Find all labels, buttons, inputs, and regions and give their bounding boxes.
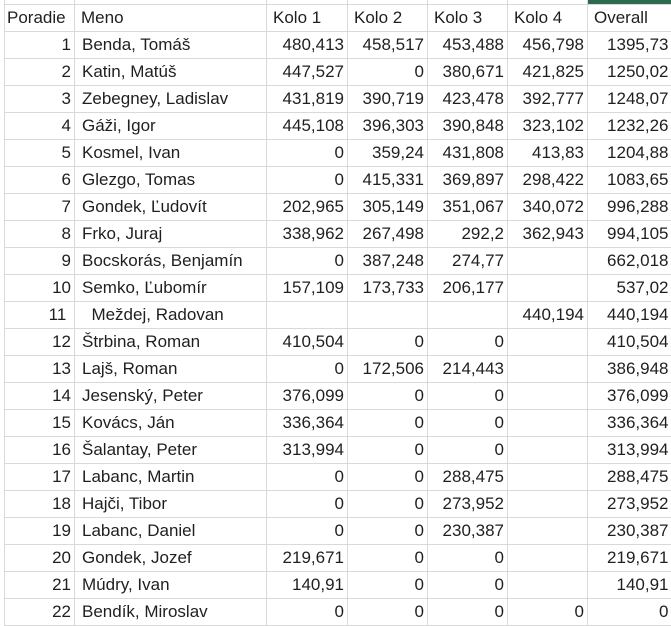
- cell-kolo-2[interactable]: 172,506: [348, 356, 428, 383]
- cell-poradie[interactable]: 11: [5, 302, 75, 329]
- cell-kolo-4[interactable]: 440,194: [508, 302, 588, 329]
- cell-kolo-3[interactable]: 423,478: [428, 86, 508, 113]
- cell-kolo-3[interactable]: 214,443: [428, 356, 508, 383]
- column-header-meno[interactable]: Meno: [75, 5, 267, 32]
- table-row: [5, 356, 671, 383]
- cell-overall[interactable]: 219,671: [588, 545, 671, 572]
- cell-kolo-4[interactable]: [508, 410, 588, 437]
- cell-poradie[interactable]: 21: [5, 572, 75, 599]
- cell-kolo-1[interactable]: 376,099: [267, 383, 348, 410]
- cell-overall[interactable]: 994,105: [588, 221, 671, 248]
- cell-poradie[interactable]: 20: [5, 545, 75, 572]
- table-row: [5, 518, 671, 545]
- cell-kolo-1[interactable]: 0: [267, 248, 348, 275]
- table-row: [5, 140, 671, 167]
- cell-overall[interactable]: 1204,88: [588, 140, 671, 167]
- cell-kolo-2[interactable]: 387,248: [348, 248, 428, 275]
- cell-kolo-3[interactable]: 431,808: [428, 140, 508, 167]
- cell-overall[interactable]: 230,387: [588, 518, 671, 545]
- cell-meno[interactable]: Frko, Juraj: [75, 221, 267, 248]
- cell-kolo-3[interactable]: 351,067: [428, 194, 508, 221]
- cell-kolo-1[interactable]: 445,108: [267, 113, 348, 140]
- cell-meno[interactable]: Gondek, Jozef: [75, 545, 267, 572]
- cell-kolo-2[interactable]: 0: [348, 383, 428, 410]
- cell-kolo-4[interactable]: [508, 329, 588, 356]
- cell-poradie[interactable]: 3: [5, 86, 75, 113]
- table-body: [5, 32, 671, 626]
- cell-kolo-4[interactable]: 456,798: [508, 32, 588, 59]
- table-row: [5, 32, 671, 59]
- cell-kolo-3[interactable]: 230,387: [428, 518, 508, 545]
- cell-meno[interactable]: Bendík, Miroslav: [75, 599, 267, 626]
- cell-poradie[interactable]: 1: [5, 32, 75, 59]
- cell-poradie[interactable]: 15: [5, 410, 75, 437]
- table-row: [5, 167, 671, 194]
- cell-poradie[interactable]: 14: [5, 383, 75, 410]
- cell-kolo-1[interactable]: 0: [267, 167, 348, 194]
- cell-kolo-2[interactable]: 0: [348, 437, 428, 464]
- cell-overall[interactable]: 1248,07: [588, 86, 671, 113]
- cell-overall[interactable]: 288,475: [588, 464, 671, 491]
- table-row: [5, 275, 671, 302]
- cell-kolo-2[interactable]: 359,24: [348, 140, 428, 167]
- cell-poradie[interactable]: 2: [5, 59, 75, 86]
- cell-kolo-3[interactable]: 0: [428, 599, 508, 626]
- cell-poradie[interactable]: 9: [5, 248, 75, 275]
- cell-overall[interactable]: 1250,02: [588, 59, 671, 86]
- table-row: [5, 599, 671, 626]
- cell-kolo-3[interactable]: 292,2: [428, 221, 508, 248]
- cell-kolo-1[interactable]: 157,109: [267, 275, 348, 302]
- cell-meno[interactable]: Kovács, Ján: [75, 410, 267, 437]
- cell-kolo-2[interactable]: 0: [348, 329, 428, 356]
- table-row: [5, 113, 671, 140]
- cell-kolo-2[interactable]: 0: [348, 464, 428, 491]
- cell-kolo-3[interactable]: 0: [428, 410, 508, 437]
- cell-kolo-2[interactable]: 0: [348, 59, 428, 86]
- cell-kolo-1[interactable]: 0: [267, 464, 348, 491]
- table-row: [5, 194, 671, 221]
- cell-kolo-3[interactable]: 274,77: [428, 248, 508, 275]
- cell-meno[interactable]: Kosmel, Ivan: [75, 140, 267, 167]
- cell-meno[interactable]: Labanc, Martin: [75, 464, 267, 491]
- cell-kolo-1[interactable]: 219,671: [267, 545, 348, 572]
- cell-kolo-1[interactable]: 202,965: [267, 194, 348, 221]
- cell-poradie[interactable]: 10: [5, 275, 75, 302]
- cell-poradie[interactable]: 16: [5, 437, 75, 464]
- cell-overall[interactable]: 996,288: [588, 194, 671, 221]
- cell-meno[interactable]: Meždej, Radovan: [75, 302, 267, 329]
- cell-meno[interactable]: Katin, Matúš: [75, 59, 267, 86]
- cell-kolo-4[interactable]: [508, 518, 588, 545]
- cell-meno[interactable]: Zebegney, Ladislav: [75, 86, 267, 113]
- cell-overall[interactable]: 273,952: [588, 491, 671, 518]
- cell-overall[interactable]: 336,364: [588, 410, 671, 437]
- cell-kolo-4[interactable]: [508, 383, 588, 410]
- cell-kolo-4[interactable]: [508, 437, 588, 464]
- cell-meno[interactable]: Semko, Ľubomír: [75, 275, 267, 302]
- cell-kolo-2[interactable]: 415,331: [348, 167, 428, 194]
- cell-meno[interactable]: Šalantay, Peter: [75, 437, 267, 464]
- cell-kolo-3[interactable]: 0: [428, 329, 508, 356]
- column-header-kolo-1[interactable]: Kolo 1: [267, 5, 348, 32]
- cell-kolo-1[interactable]: 431,819: [267, 86, 348, 113]
- cell-kolo-4[interactable]: [508, 464, 588, 491]
- cell-kolo-3[interactable]: 369,897: [428, 167, 508, 194]
- cell-meno[interactable]: Benda, Tomáš: [75, 32, 267, 59]
- column-header-overall[interactable]: Overall: [588, 5, 671, 32]
- cell-poradie[interactable]: 4: [5, 113, 75, 140]
- cell-meno[interactable]: Jesenský, Peter: [75, 383, 267, 410]
- cell-overall[interactable]: 440,194: [588, 302, 671, 329]
- cell-kolo-1[interactable]: 338,962: [267, 221, 348, 248]
- cell-kolo-1[interactable]: 313,994: [267, 437, 348, 464]
- cell-kolo-1[interactable]: 0: [267, 518, 348, 545]
- table-row: [5, 491, 671, 518]
- cell-kolo-2[interactable]: 173,733: [348, 275, 428, 302]
- cell-poradie[interactable]: 19: [5, 518, 75, 545]
- results-table: [4, 0, 671, 626]
- cell-overall[interactable]: 1232,26: [588, 113, 671, 140]
- cell-kolo-4[interactable]: [508, 356, 588, 383]
- cell-overall[interactable]: 140,91: [588, 572, 671, 599]
- cell-poradie[interactable]: 13: [5, 356, 75, 383]
- cell-kolo-4[interactable]: [508, 572, 588, 599]
- column-header-kolo-2[interactable]: Kolo 2: [348, 5, 428, 32]
- table-row: [5, 572, 671, 599]
- cell-kolo-2[interactable]: 458,517: [348, 32, 428, 59]
- cell-overall[interactable]: 1395,73: [588, 32, 671, 59]
- cell-meno[interactable]: Labanc, Daniel: [75, 518, 267, 545]
- cell-kolo-2[interactable]: 0: [348, 545, 428, 572]
- cell-kolo-4[interactable]: 298,422: [508, 167, 588, 194]
- cell-kolo-3[interactable]: 0: [428, 383, 508, 410]
- cell-kolo-3[interactable]: [428, 302, 508, 329]
- cell-kolo-2[interactable]: 0: [348, 410, 428, 437]
- cell-kolo-1[interactable]: 0: [267, 356, 348, 383]
- cell-kolo-1[interactable]: 0: [267, 491, 348, 518]
- cell-kolo-3[interactable]: 0: [428, 545, 508, 572]
- header-row: [5, 5, 671, 32]
- cell-kolo-3[interactable]: 0: [428, 572, 508, 599]
- cell-meno[interactable]: Hajči, Tibor: [75, 491, 267, 518]
- cell-overall[interactable]: 537,02: [588, 275, 671, 302]
- cell-meno[interactable]: Lajš, Roman: [75, 356, 267, 383]
- cell-kolo-1[interactable]: 0: [267, 140, 348, 167]
- cell-kolo-3[interactable]: 288,475: [428, 464, 508, 491]
- cell-kolo-3[interactable]: 0: [428, 437, 508, 464]
- cell-kolo-1[interactable]: 140,91: [267, 572, 348, 599]
- cell-kolo-4[interactable]: [508, 545, 588, 572]
- cell-poradie[interactable]: 22: [5, 599, 75, 626]
- cell-poradie[interactable]: 18: [5, 491, 75, 518]
- cell-kolo-4[interactable]: [508, 491, 588, 518]
- cell-kolo-3[interactable]: 390,848: [428, 113, 508, 140]
- table-row: [5, 464, 671, 491]
- cell-kolo-4[interactable]: 413,83: [508, 140, 588, 167]
- table-row: [5, 329, 671, 356]
- cell-kolo-1[interactable]: 336,364: [267, 410, 348, 437]
- cell-kolo-2[interactable]: 396,303: [348, 113, 428, 140]
- cell-kolo-2[interactable]: 267,498: [348, 221, 428, 248]
- cell-kolo-4[interactable]: 362,943: [508, 221, 588, 248]
- cell-kolo-1[interactable]: 447,527: [267, 59, 348, 86]
- column-header-kolo-3[interactable]: Kolo 3: [428, 5, 508, 32]
- cell-kolo-2[interactable]: 305,149: [348, 194, 428, 221]
- table-row: [5, 437, 671, 464]
- cell-meno[interactable]: Gondek, Ľudovít: [75, 194, 267, 221]
- cell-overall[interactable]: 662,018: [588, 248, 671, 275]
- cell-meno[interactable]: Glezgo, Tomas: [75, 167, 267, 194]
- column-header-poradie[interactable]: Poradie: [5, 5, 75, 32]
- cell-meno[interactable]: Štrbina, Roman: [75, 329, 267, 356]
- table-row: [5, 545, 671, 572]
- cell-kolo-2[interactable]: [348, 302, 428, 329]
- cell-meno[interactable]: Bocskorás, Benjamín: [75, 248, 267, 275]
- cell-kolo-3[interactable]: 273,952: [428, 491, 508, 518]
- cell-overall[interactable]: 376,099: [588, 383, 671, 410]
- cell-kolo-2[interactable]: 390,719: [348, 86, 428, 113]
- cell-kolo-1[interactable]: 480,413: [267, 32, 348, 59]
- cell-kolo-4[interactable]: 323,102: [508, 113, 588, 140]
- cell-kolo-2[interactable]: 0: [348, 518, 428, 545]
- table-row: [5, 221, 671, 248]
- cell-poradie[interactable]: 12: [5, 329, 75, 356]
- table-row: [5, 302, 671, 329]
- cell-kolo-1[interactable]: [267, 302, 348, 329]
- cell-kolo-4[interactable]: 340,072: [508, 194, 588, 221]
- cell-kolo-4[interactable]: 0: [508, 599, 588, 626]
- cell-kolo-1[interactable]: 0: [267, 599, 348, 626]
- cell-overall[interactable]: 386,948: [588, 356, 671, 383]
- cell-kolo-4[interactable]: 392,777: [508, 86, 588, 113]
- cell-overall[interactable]: 0: [588, 599, 671, 626]
- cell-kolo-4[interactable]: [508, 248, 588, 275]
- table-row: [5, 383, 671, 410]
- cell-kolo-3[interactable]: 206,177: [428, 275, 508, 302]
- cell-overall[interactable]: 410,504: [588, 329, 671, 356]
- cell-poradie[interactable]: 8: [5, 221, 75, 248]
- cell-overall[interactable]: 1083,65: [588, 167, 671, 194]
- column-header-kolo-4[interactable]: Kolo 4: [508, 5, 588, 32]
- cell-poradie[interactable]: 6: [5, 167, 75, 194]
- cell-meno[interactable]: Múdry, Ivan: [75, 572, 267, 599]
- cell-kolo-2[interactable]: 0: [348, 572, 428, 599]
- cell-kolo-2[interactable]: 0: [348, 491, 428, 518]
- cell-poradie[interactable]: 5: [5, 140, 75, 167]
- table-row: [5, 86, 671, 113]
- cell-kolo-2[interactable]: 0: [348, 599, 428, 626]
- cell-overall[interactable]: 313,994: [588, 437, 671, 464]
- cell-kolo-4[interactable]: [508, 275, 588, 302]
- cell-poradie[interactable]: 7: [5, 194, 75, 221]
- table-row: [5, 248, 671, 275]
- cell-kolo-4[interactable]: 421,825: [508, 59, 588, 86]
- table-head: [5, 0, 671, 32]
- cell-kolo-3[interactable]: 380,671: [428, 59, 508, 86]
- table-row: [5, 410, 671, 437]
- cell-meno[interactable]: Gáži, Igor: [75, 113, 267, 140]
- cell-kolo-1[interactable]: 410,504: [267, 329, 348, 356]
- cell-poradie[interactable]: 17: [5, 464, 75, 491]
- cell-kolo-3[interactable]: 453,488: [428, 32, 508, 59]
- table-row: [5, 59, 671, 86]
